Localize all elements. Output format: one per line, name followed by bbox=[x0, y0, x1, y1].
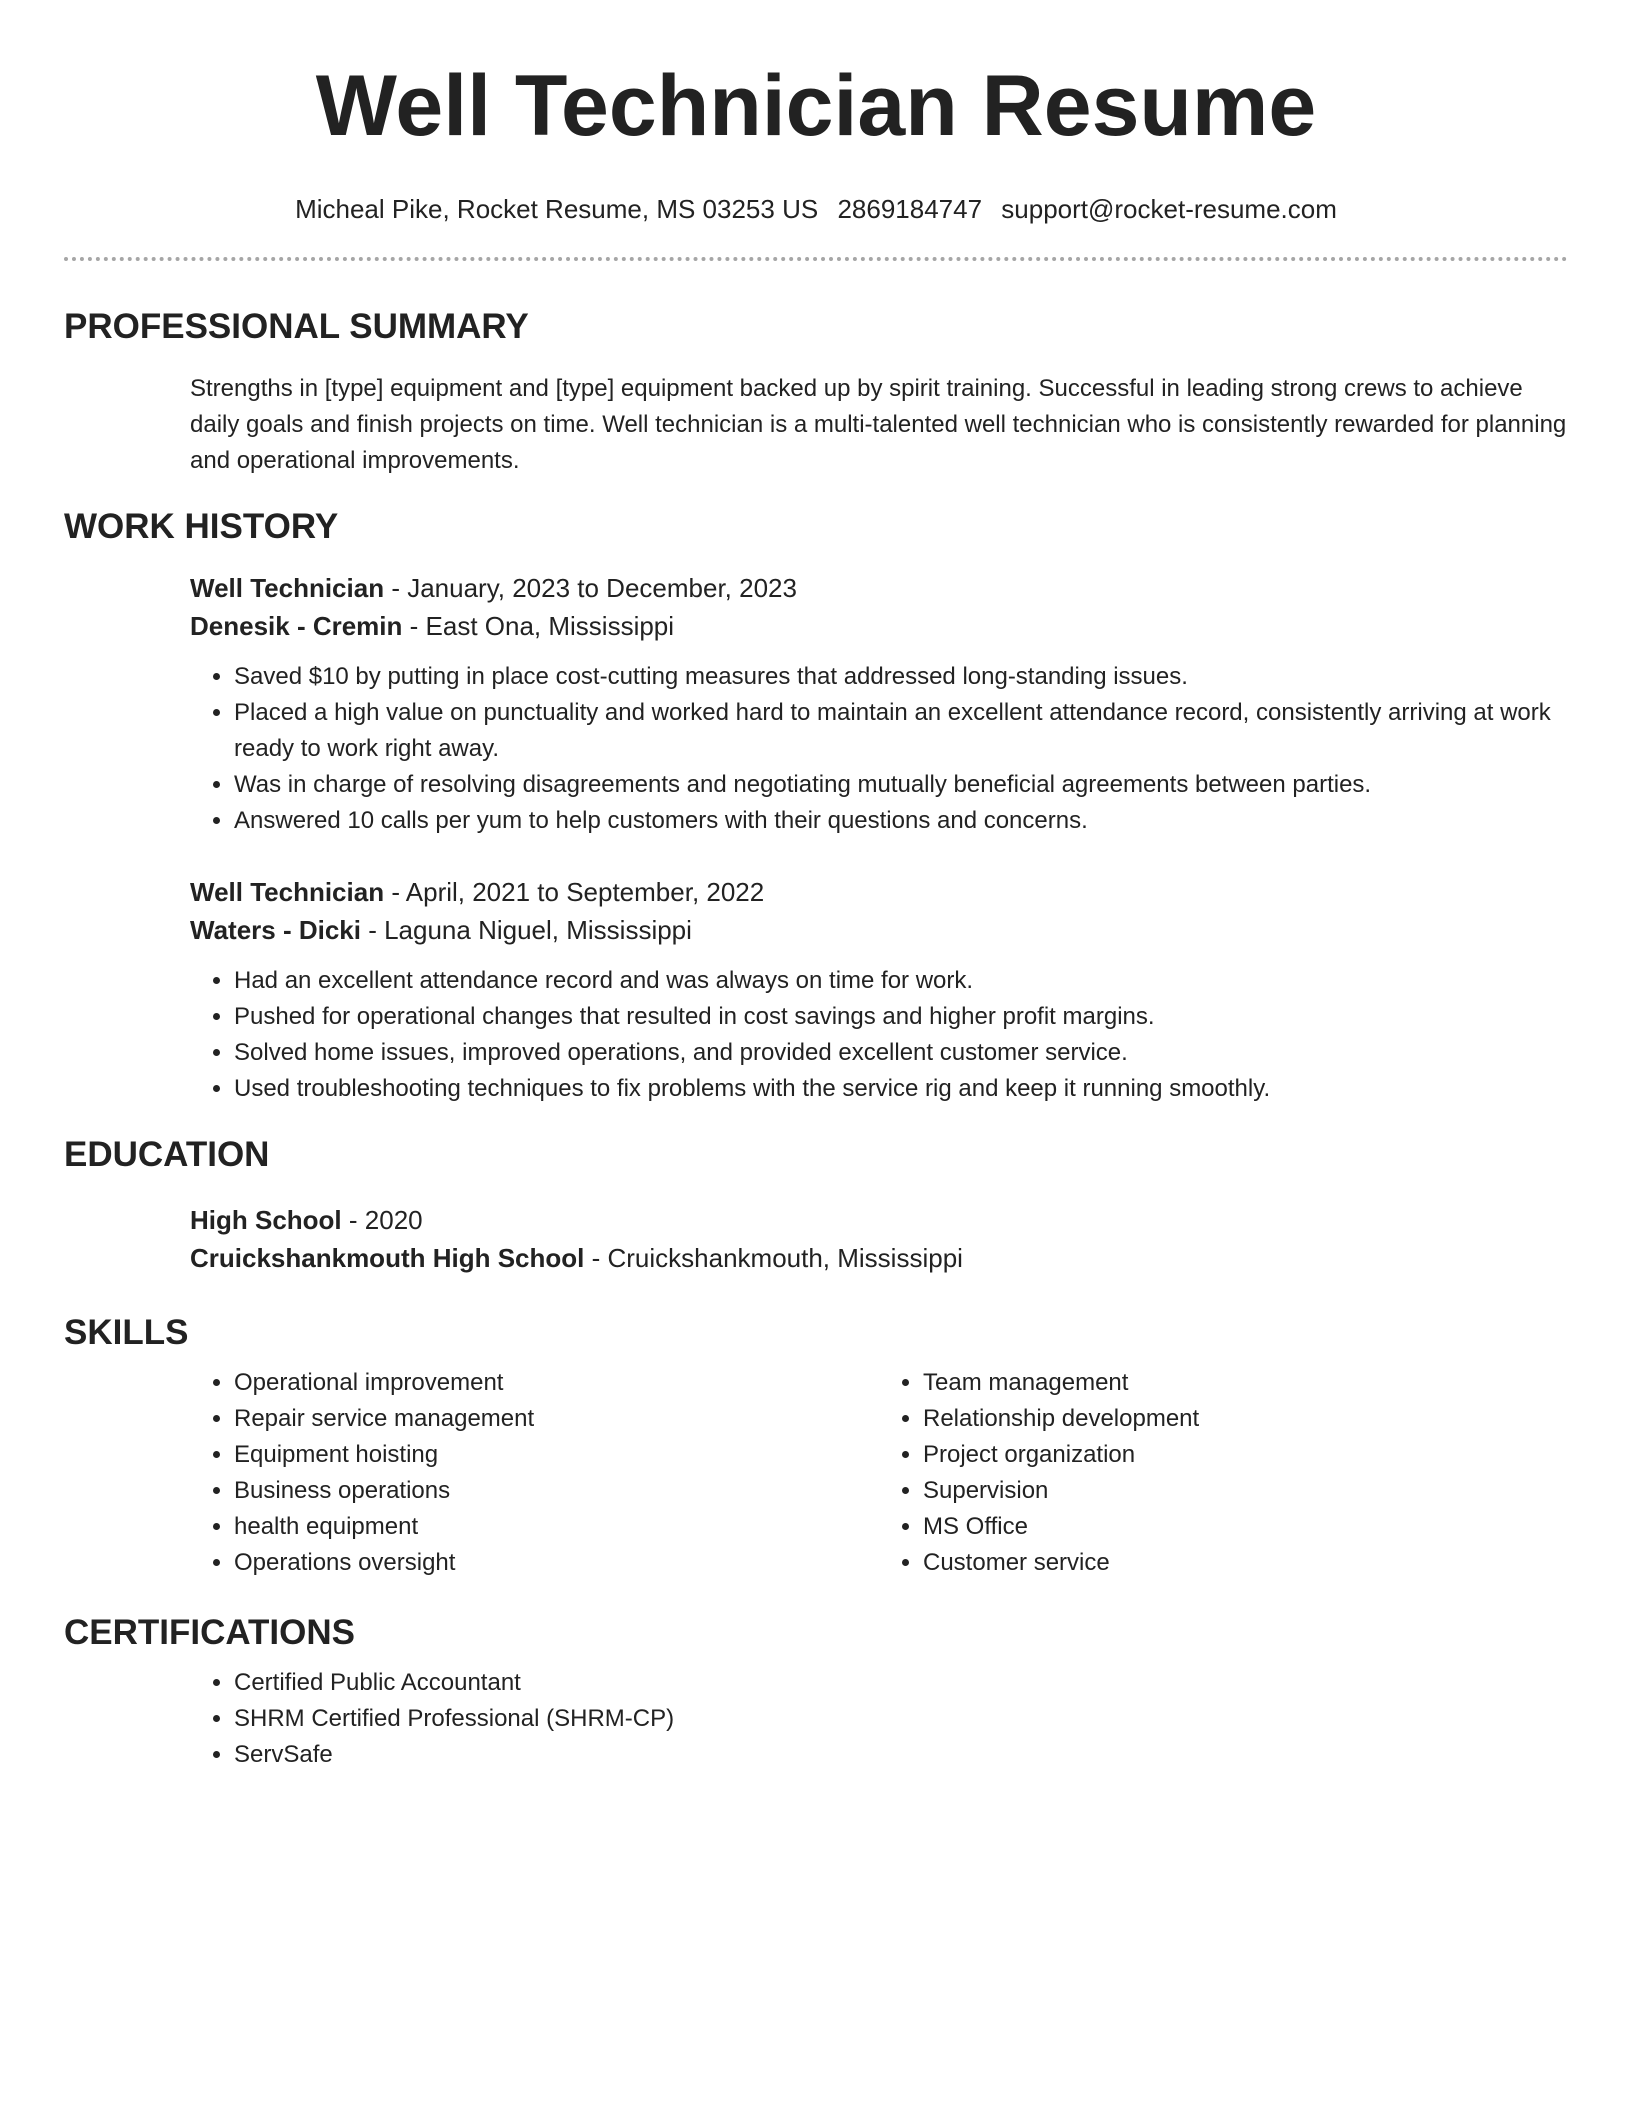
job-company-line bbox=[190, 911, 1568, 949]
page-title: Well Technician Resume bbox=[315, 58, 1317, 154]
graduation-year: - 2020 bbox=[341, 1205, 423, 1235]
list-item: • Certified Public Accountant bbox=[234, 1665, 1568, 1701]
list-item: • Placed a high value on punctuality and worked hard to maintain an excellent attendance record, consistently arriving at work ready to work right away. bbox=[234, 695, 1568, 767]
contact-address: Micheal Pike, Rocket Resume, MS 03253 US bbox=[295, 194, 819, 224]
job-company-line bbox=[190, 607, 1568, 645]
section-heading: PROFESSIONAL SUMMARY bbox=[64, 307, 529, 346]
section-heading: WORK HISTORY bbox=[64, 507, 339, 546]
job-bullets bbox=[190, 659, 1568, 839]
contact-phone: 2869184747 bbox=[837, 194, 983, 224]
skills-column-left bbox=[190, 1365, 879, 1581]
job-company: Waters - Dicki bbox=[190, 915, 361, 945]
list-item: • Supervision bbox=[923, 1473, 1568, 1509]
list-item: • Repair service management bbox=[234, 1401, 879, 1437]
certifications-list bbox=[190, 1665, 1568, 1773]
section-heading: EDUCATION bbox=[64, 1135, 270, 1174]
summary-text: Strengths in [type] equipment and [type] equipment backed up by spirit training. Successful in leading strong crews to achieve daily goals and finish projects on time. Well technician is a multi-talented well technician who is consistently rewarded for planning and operational improvements. bbox=[190, 375, 1567, 474]
list-item: • Equipment hoisting bbox=[234, 1437, 879, 1473]
degree: High School bbox=[190, 1205, 342, 1235]
list-item: • Was in charge of resolving disagreements and negotiating mutually beneficial agreements between parties. bbox=[234, 767, 1568, 803]
school-location: - Cruickshankmouth, Mississippi bbox=[584, 1243, 963, 1273]
job-dates: - January, 2023 to December, 2023 bbox=[384, 573, 797, 603]
list-item: • Operations oversight bbox=[234, 1545, 879, 1581]
list-item: • health equipment bbox=[234, 1509, 879, 1545]
list-item: • Used troubleshooting techniques to fix problems with the service rig and keep it running smoothly. bbox=[234, 1071, 1568, 1107]
job-dates: - April, 2021 to September, 2022 bbox=[384, 877, 765, 907]
skills-section bbox=[64, 1311, 1568, 1581]
list-item: • Saved $10 by putting in place cost-cutting measures that addressed long-standing issues. bbox=[234, 659, 1568, 695]
job-title: Well Technician bbox=[190, 877, 385, 907]
job-location: - East Ona, Mississippi bbox=[402, 611, 675, 641]
list-item: • Had an excellent attendance record and was always on time for work. bbox=[234, 963, 1568, 999]
job-location: - Laguna Niguel, Mississippi bbox=[360, 915, 692, 945]
list-item: • Project organization bbox=[923, 1437, 1568, 1473]
section-heading: SKILLS bbox=[64, 1313, 189, 1352]
job-title-line bbox=[190, 873, 1568, 911]
skills-grid bbox=[190, 1365, 1568, 1581]
certifications-section bbox=[64, 1611, 1568, 1773]
list-item: • Answered 10 calls per yum to help customers with their questions and concerns. bbox=[234, 803, 1568, 839]
degree-line bbox=[190, 1201, 1568, 1239]
list-item: • MS Office bbox=[923, 1509, 1568, 1545]
list-item: • SHRM Certified Professional (SHRM-CP) bbox=[234, 1701, 1568, 1737]
job-bullets bbox=[190, 963, 1568, 1107]
contact-email: support@rocket-resume.com bbox=[1001, 194, 1337, 224]
school-name: Cruickshankmouth High School bbox=[190, 1243, 585, 1273]
school-line bbox=[190, 1239, 1568, 1277]
job-title-line bbox=[190, 569, 1568, 607]
list-item: • ServSafe bbox=[234, 1737, 1568, 1773]
professional-summary-section bbox=[64, 305, 1568, 479]
work-history-section bbox=[64, 505, 1568, 1107]
header-divider bbox=[64, 257, 1568, 261]
job-company: Denesik - Cremin bbox=[190, 611, 403, 641]
list-item: • Pushed for operational changes that resulted in cost savings and higher profit margins. bbox=[234, 999, 1568, 1035]
education-section bbox=[64, 1133, 1568, 1277]
list-item: • Relationship development bbox=[923, 1401, 1568, 1437]
list-item: • Operational improvement bbox=[234, 1365, 879, 1401]
list-item: • Team management bbox=[923, 1365, 1568, 1401]
list-item: • Business operations bbox=[234, 1473, 879, 1509]
skills-column-right bbox=[879, 1365, 1568, 1581]
education-entry bbox=[190, 1201, 1568, 1277]
contact-line bbox=[64, 193, 1568, 225]
job-title: Well Technician bbox=[190, 573, 385, 603]
section-heading: CERTIFICATIONS bbox=[64, 1613, 356, 1652]
list-item: • Solved home issues, improved operations, and provided excellent customer service. bbox=[234, 1035, 1568, 1071]
job-entry bbox=[190, 873, 1568, 1107]
job-entry bbox=[190, 569, 1568, 839]
list-item: • Customer service bbox=[923, 1545, 1568, 1581]
